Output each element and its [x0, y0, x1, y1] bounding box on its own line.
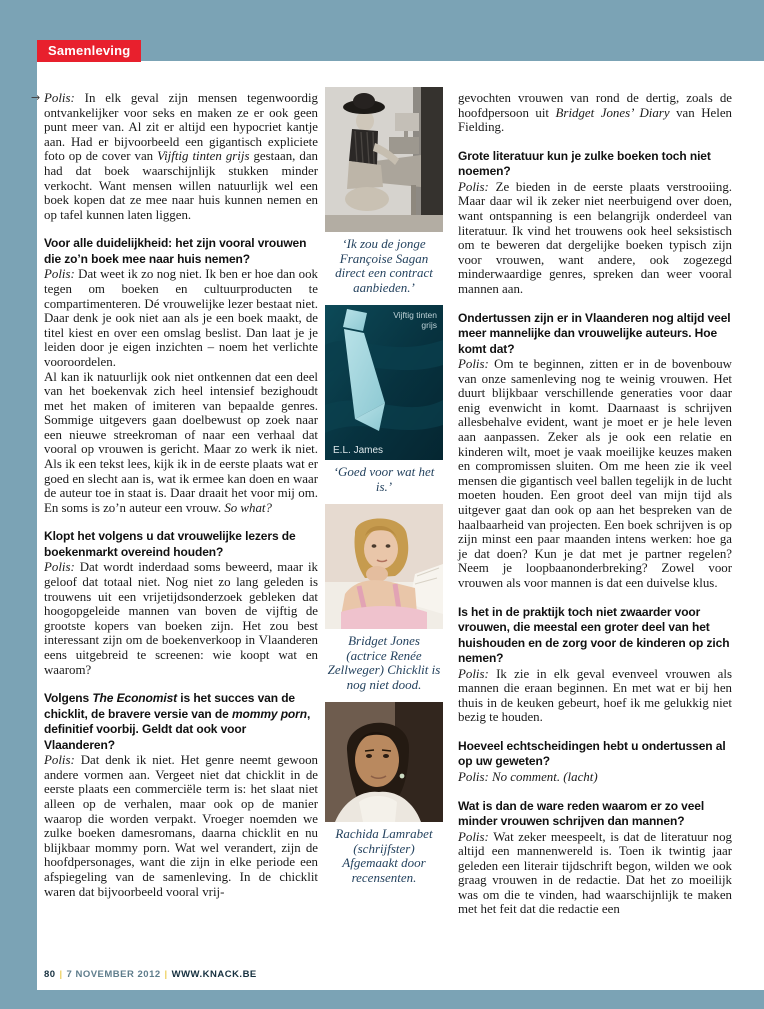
svg-text:grijs: grijs	[421, 320, 437, 330]
figure-book-cover	[325, 305, 443, 494]
article-paragraph: Polis: Om te beginnen, zitten er in de bovenbouw van onze samenleving nog te weinig vrouwen. Het duurt blijkbaar verschillende generaties voor daar enig evenwicht in komt. Daarnaast is schrijven allesbehalve evident, want je moet er je hele leven aan aanpassen. Zeker als je ook een relatie en kinderen wilt, moet je vaak moeilijke keuzes maken en compromissen sluiten. Om me heen zie ik veel mensen die gigantisch veel ballen tegelijk in de lucht moeten houden. Een groot deel van mijn tijd als uitgever gaat dan ook op aan het bespreken van de haalbaarheid van projecten. Een boek schrijven is op zijn minst een paar maanden intens werken: hoe ga je dat doen? Kun je dat met je partner regelen? Neem je loopbaanonderbreking? Zowel voor vrouwen als voor mannen is dat een duivelse klus.	[458, 357, 732, 590]
francoise-sagan-photo	[325, 87, 443, 232]
continuation-arrow-icon: →	[31, 91, 41, 104]
interview-question: Klopt het volgens u dat vrouwelijke lezers de boekenmarkt overeind houden?	[44, 529, 296, 559]
article-paragraph: Polis: No comment. (lacht)	[458, 769, 598, 784]
article-paragraph: Polis: Ik zie in elk geval evenveel vrouwen als mannen die eraan beginnen. En met wat er bij hen thuis in de keuken gebeurt, hoef ik me gelukkig niet bezig te houden.	[458, 666, 732, 725]
figure-caption: Bridget Jones (actrice Renée Zellweger) Chicklit is nog niet dood.	[327, 633, 441, 692]
figures-column	[325, 87, 443, 895]
article-paragraph: Polis: Dat weet ik zo nog niet. Ik ben er hoe dan ook tegen om boeken en cultuurproducten te compartimenteren. Dé vrouwelijke lezer bestaat niet. Daar denk je ook niet aan als je een boek maakt, de titel kiest en over een omslag beslist. Dan laat je je leiden door je eigen inzichten – noem het verlichte vooroordelen.	[44, 267, 318, 369]
article-paragraph: Polis: Dat wordt inderdaad soms beweerd, maar ik geloof dat totaal niet. Nog niet zo lang geleden is trouwens uit een vrijetijdsonderzoek gebleken dat hoogopgeleide mannen van boven de vijftig de grootste kopers van boeken zijn. Het zou best interessant zijn om de boekenverkoop in Vlaanderen eens uitgebreid te screenen: wie koopt wat en waarom?	[44, 560, 318, 677]
footer-date: 7 NOVEMBER 2012	[66, 969, 161, 980]
footer-website[interactable]: WWW.KNACK.BE	[171, 969, 257, 980]
bridget-jones-photo	[325, 504, 443, 629]
article-paragraph: Polis: Wat zeker meespeelt, is dat de literatuur nog altijd een mannenwereld is. Toen ik twintig jaar geleden een literair tijdschrift begon, wilden we ook graag vrouwen in de redactie. Dat het zo moeilijk was om die te vinden, had waarschijnlijk te maken met het feit dat die redactie een	[458, 829, 732, 917]
footer-separator: |	[164, 969, 168, 980]
page-number: 80	[44, 969, 56, 980]
interview-question: Ondertussen zijn er in Vlaanderen nog altijd veel meer mannelijke dan vrouwelijke auteurs. Hoe komt dat?	[458, 310, 731, 356]
interview-question: Wat is dan de ware reden waarom er zo veel minder vrouwen schrijven dan mannen?	[458, 798, 705, 828]
svg-text:E.L. James: E.L. James	[333, 445, 384, 456]
figure-rachida-lamrabet	[325, 702, 443, 885]
article-column-right	[458, 91, 732, 917]
section-label: Samenleving	[37, 40, 141, 62]
footer-separator: |	[59, 969, 63, 980]
interview-question: Volgens The Economist is het succes van de chicklit, de bravere versie van de mommy porn, definitief voorbij. Geldt dat ook voor Vlaanderen?	[44, 691, 311, 752]
article-paragraph: Al kan ik natuurlijk ook niet ontkennen dat een deel van het boekenvak zich heel intensief bezighoudt met het maken of imiteren van bepaalde genres. Sommige uitgevers gaan doelbewust op zoek naar een nieuwe streekroman of naar een verhaal dat vooral op vrouwen is gericht. Maar zo werk ik niet. Als ik een tekst lees, kijk ik in de eerste plaats wat er goed en slecht aan is, wat ik ermee kan doen en waar de auteur toe in staat is. Daar draait het voor mij om. En soms is zo’n auteur een vrouw. So what?	[44, 369, 318, 515]
magazine-page	[31, 61, 764, 990]
interview-question: Grote literatuur kun je zulke boeken toch niet noemen?	[458, 148, 711, 179]
rachida-lamrabet-photo	[325, 702, 443, 822]
figure-caption: Rachida Lamrabet (schrijfster) Afgemaakt door recensenten.	[335, 826, 433, 885]
article-column-left	[31, 91, 318, 899]
article-paragraph: Polis: Dat denk ik niet. Het genre neemt gewoon andere vormen aan. Vergeet niet dat chicklit in de eerste plaats een commerciële term is: het slaat niet alleen op de verhalen, maar ook op de manier waarop die worden verpakt. Vroeger noemden we zulke boeken damesromans, daarna chicklit en nu blijkbaar mommy porn. Wat wel verandert, zijn de hoofdpersonages, want die zijn in elke periode een afspiegeling van de samenleving. In de chicklit waren dat bijvoorbeeld vooral vrij-	[44, 753, 318, 899]
figure-bridget-jones	[325, 504, 443, 692]
svg-text:Vijftig tinten: Vijftig tinten	[393, 310, 437, 320]
article-paragraph: Polis: Ze bieden in de eerste plaats verstrooiing. Maar daar wil ik zeker niet neerbuigend over doen, want ontspanning is een belangrijk onderdeel van literatuur. Ik vind het trouwens ook heel seksistisch om te beweren dat dergelijke boeken typisch zijn voor vrouwen, want andere, ook zogezegd minderwaardige genres, spreken dan weer vooral mannen aan.	[458, 179, 732, 296]
figure-caption: ‘Ik zou de jonge Françoise Sagan direct een contract aanbieden.’	[335, 236, 433, 295]
interview-question: Voor alle duidelijkheid: het zijn vooral vrouwen die zo’n boek mee naar huis nemen?	[44, 236, 307, 266]
fifty-shades-cover	[325, 305, 443, 460]
interview-question: Hoeveel echtscheidingen hebt u ondertussen al op uw geweten?	[458, 738, 726, 769]
article-paragraph: → Polis: In elk geval zijn mensen tegenwoordig ontvankelijker voor seks en maken ze er ook geen punt meer van. Al zit er altijd een hypocriet kantje aan. Had er bijvoorbeeld een gigantisch expliciete foto op de cover van Vijftig tinten grijs gestaan, dan had dat boek waarschijnlijk stukken minder verkocht. Want mensen willen natuurlijk wel een boek kopen dat ze mee naar huis kunnen nemen en op tafel kunnen laten liggen.	[31, 91, 318, 222]
interview-question: Is het in de praktijk toch niet zwaarder voor vrouwen, die meestal een groter deel van het huishouden en de zorg voor de kinderen op zich nemen?	[458, 604, 730, 666]
article-paragraph: gevochten vrouwen van rond de dertig, zoals de hoofdpersoon uit Bridget Jones’ Diary van Helen Fielding.	[458, 91, 732, 135]
figure-francoise-sagan	[325, 87, 443, 295]
figure-caption: ‘Goed voor wat het is.’	[333, 464, 435, 494]
page-footer	[44, 969, 257, 980]
